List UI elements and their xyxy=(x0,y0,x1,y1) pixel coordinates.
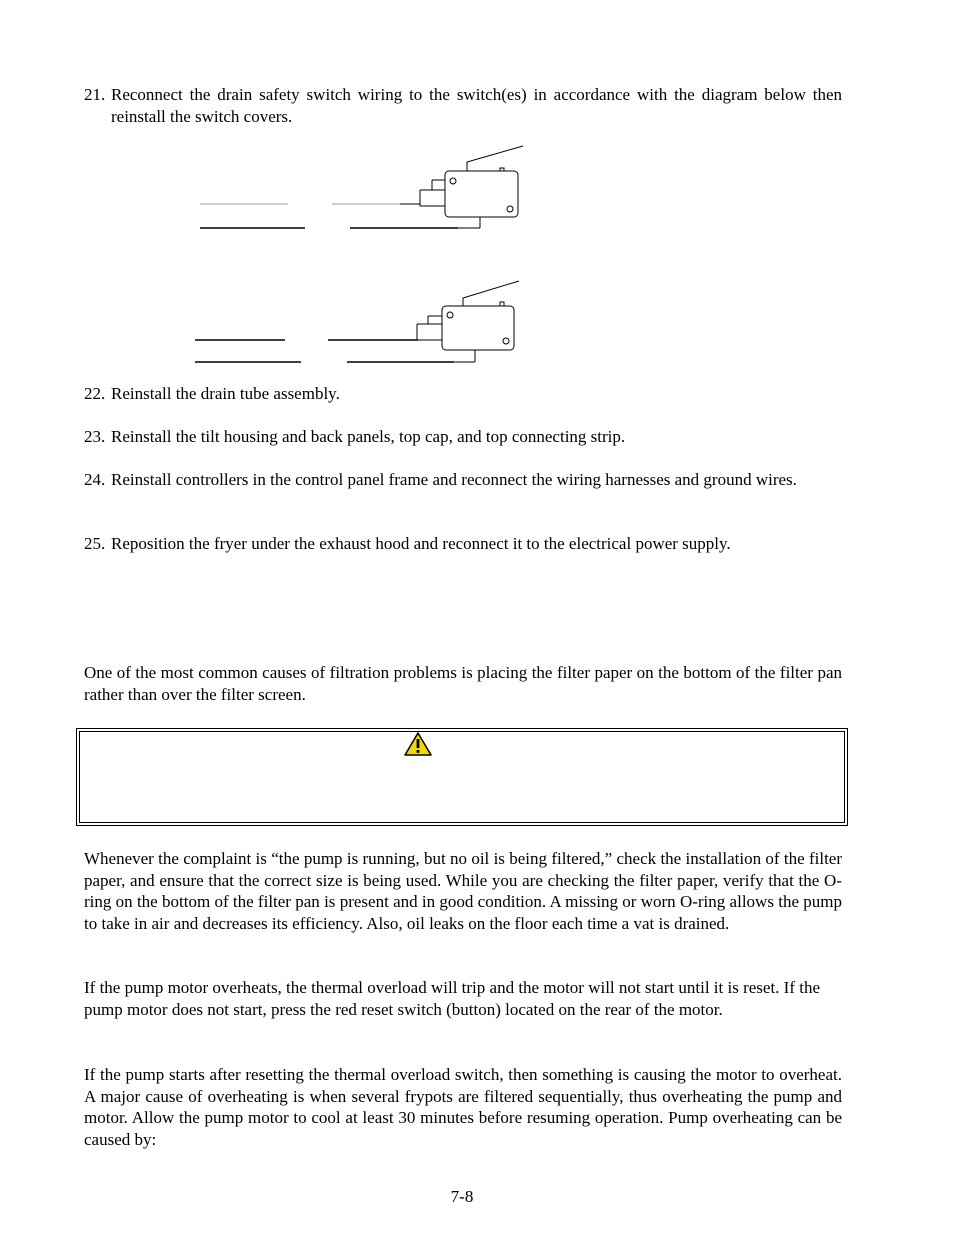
step-number: 24. xyxy=(84,470,106,489)
paragraph-thermal-overload: If the pump motor overheats, the thermal overload will trip and the motor will not start until it is reset. If the pump motor does not start, press the red reset switch (button) located on the rear of the motor. xyxy=(84,978,821,1019)
step-24 xyxy=(84,469,842,491)
step-text: Reposition the fryer under the exhaust hood and reconnect it to the electrical power supply. xyxy=(111,534,731,553)
intro-paragraph: One of the most common causes of filtration problems is placing the filter paper on the bottom of the filter pan rather than over the filter screen. xyxy=(84,663,842,704)
step-text: Reconnect the drain safety switch wiring to the switch(es) in accordance with the diagram below then reinstall the switch covers. xyxy=(111,85,842,126)
step-25 xyxy=(84,533,842,555)
step-number: 25. xyxy=(84,534,106,553)
paragraph-overheating: If the pump starts after resetting the thermal overload switch, then something is causing the motor to overheat. A major cause of overheating is when several frypots are filtered sequentially, thus overheating the pump and motor. Allow the pump motor to cool at least 30 minutes before resuming operation. Pump overheating can be caused by: xyxy=(84,1065,842,1149)
step-21 xyxy=(84,84,842,127)
step-text: Reinstall the tilt housing and back panels, top cap, and top connecting strip. xyxy=(111,427,626,446)
step-number: 23. xyxy=(84,427,106,446)
microswitch-lower xyxy=(195,281,519,362)
page-number: 7-8 xyxy=(450,1187,474,1206)
step-23 xyxy=(84,426,842,448)
microswitch-upper xyxy=(200,146,523,228)
warning-box xyxy=(76,728,848,826)
switch-wiring-diagram xyxy=(190,140,530,370)
step-text: Reinstall controllers in the control panel frame and reconnect the wiring harnesses and ground wires. xyxy=(111,470,797,489)
step-text: Reinstall the drain tube assembly. xyxy=(111,384,340,403)
step-number: 22. xyxy=(84,384,106,403)
warning-triangle-icon xyxy=(404,732,432,756)
step-22 xyxy=(84,383,842,405)
paragraph-filter-paper: Whenever the complaint is “the pump is running, but no oil is being filtered,” check the installation of the filter paper, and ensure that the correct size is being used. While you are checking the filter paper, verify that the O-ring on the bottom of the filter pan is present and in good condition. A missing or worn O-ring allows the pump to take in air and decreases its efficiency. Also, oil leaks on the floor each time a vat is drained. xyxy=(84,849,842,933)
step-number: 21. xyxy=(84,85,106,104)
